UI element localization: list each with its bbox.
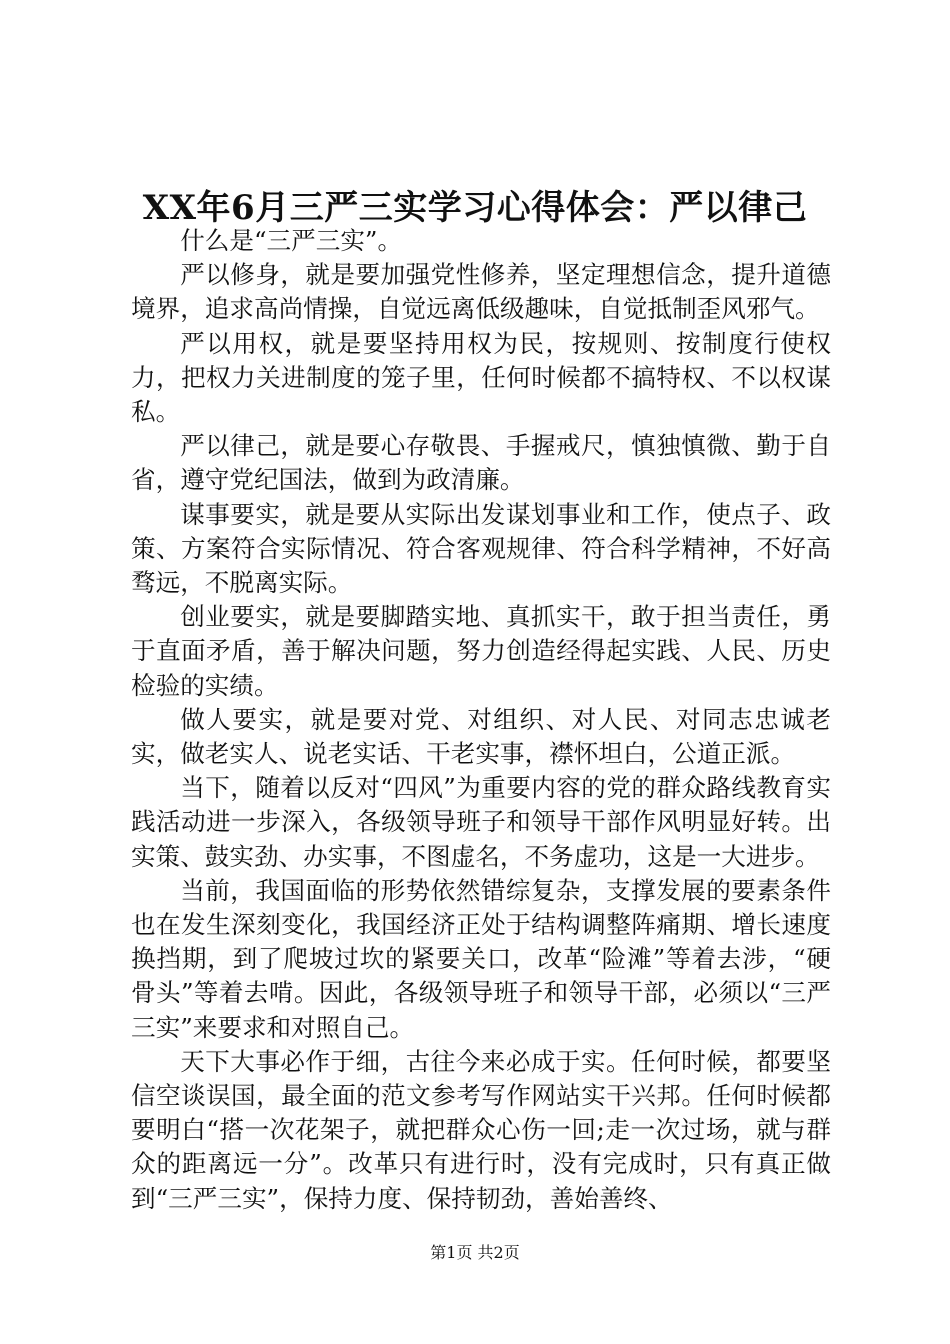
paragraph: 当下，随着以反对“四风”为重要内容的党的群众路线教育实践活动进一步深入，各级领导班子和领导干部作风明显好转。出实策、鼓实劲、办实事，不图虚名，不务虚功，这是一大进步。	[131, 773, 831, 871]
paragraph: 创业要实，就是要脚踏实地、真抓实干，敢于担当责任，勇于直面矛盾，善于解决问题，努力创造经得起实践、人民、历史检验的实绩。	[131, 602, 831, 700]
paragraph: 谋事要实，就是要从实际出发谋划事业和工作，使点子、政策、方案符合实际情况、符合客观规律、符合科学精神，不好高骛远，不脱离实际。	[131, 499, 831, 598]
paragraph: 天下大事必作于细，古往今来必成于实。任何时候，都要坚信空谈误国，最全面的范文参考写作网站实干兴邦。任何时候都要明白“搭一次花架子，就把群众心伤一回;走一次过场，就与群众的距离远一分”。改革只有进行时，没有完成时，只有真正做到“三严三实”，保持力度、保持韧劲，善始善终、	[131, 1046, 831, 1213]
paragraph: 严以用权，就是要坚持用权为民，按规则、按制度行使权力，把权力关进制度的笼子里，任何时候都不搞特权、不以权谋私。	[131, 328, 831, 427]
document-title: XX年6月三严三实学习心得体会：严以律己	[142, 188, 808, 228]
paragraph: 做人要实，就是要对党、对组织、对人民、对同志忠诚老实，做老实人、说老实话、干老实事，襟怀坦白，公道正派。	[131, 704, 831, 769]
paragraph: 当前，我国面临的形势依然错综复杂，支撑发展的要素条件也在发生深刻变化，我国经济正处于结构调整阵痛期、增长速度换挡期，到了爬坡过坎的紧要关口，改革“险滩”等着去涉，“硬骨头”等着去啃。因此，各级领导班子和领导干部，必须以“三严三实”来要求和对照自己。	[131, 875, 831, 1042]
paragraph: 严以律己，就是要心存敬畏、手握戒尺，慎独慎微、勤于自省，遵守党纪国法，做到为政清廉。	[131, 431, 831, 495]
page-number-footer: 第1页 共2页	[430, 1243, 520, 1262]
paragraph: 什么是“三严三实”。	[180, 226, 403, 255]
paragraph: 严以修身，就是要加强党性修养，坚定理想信念，提升道德境界，追求高尚情操，自觉远离低级趣味，自觉抵制歪风邪气。	[131, 260, 831, 324]
document-body	[131, 224, 831, 1213]
